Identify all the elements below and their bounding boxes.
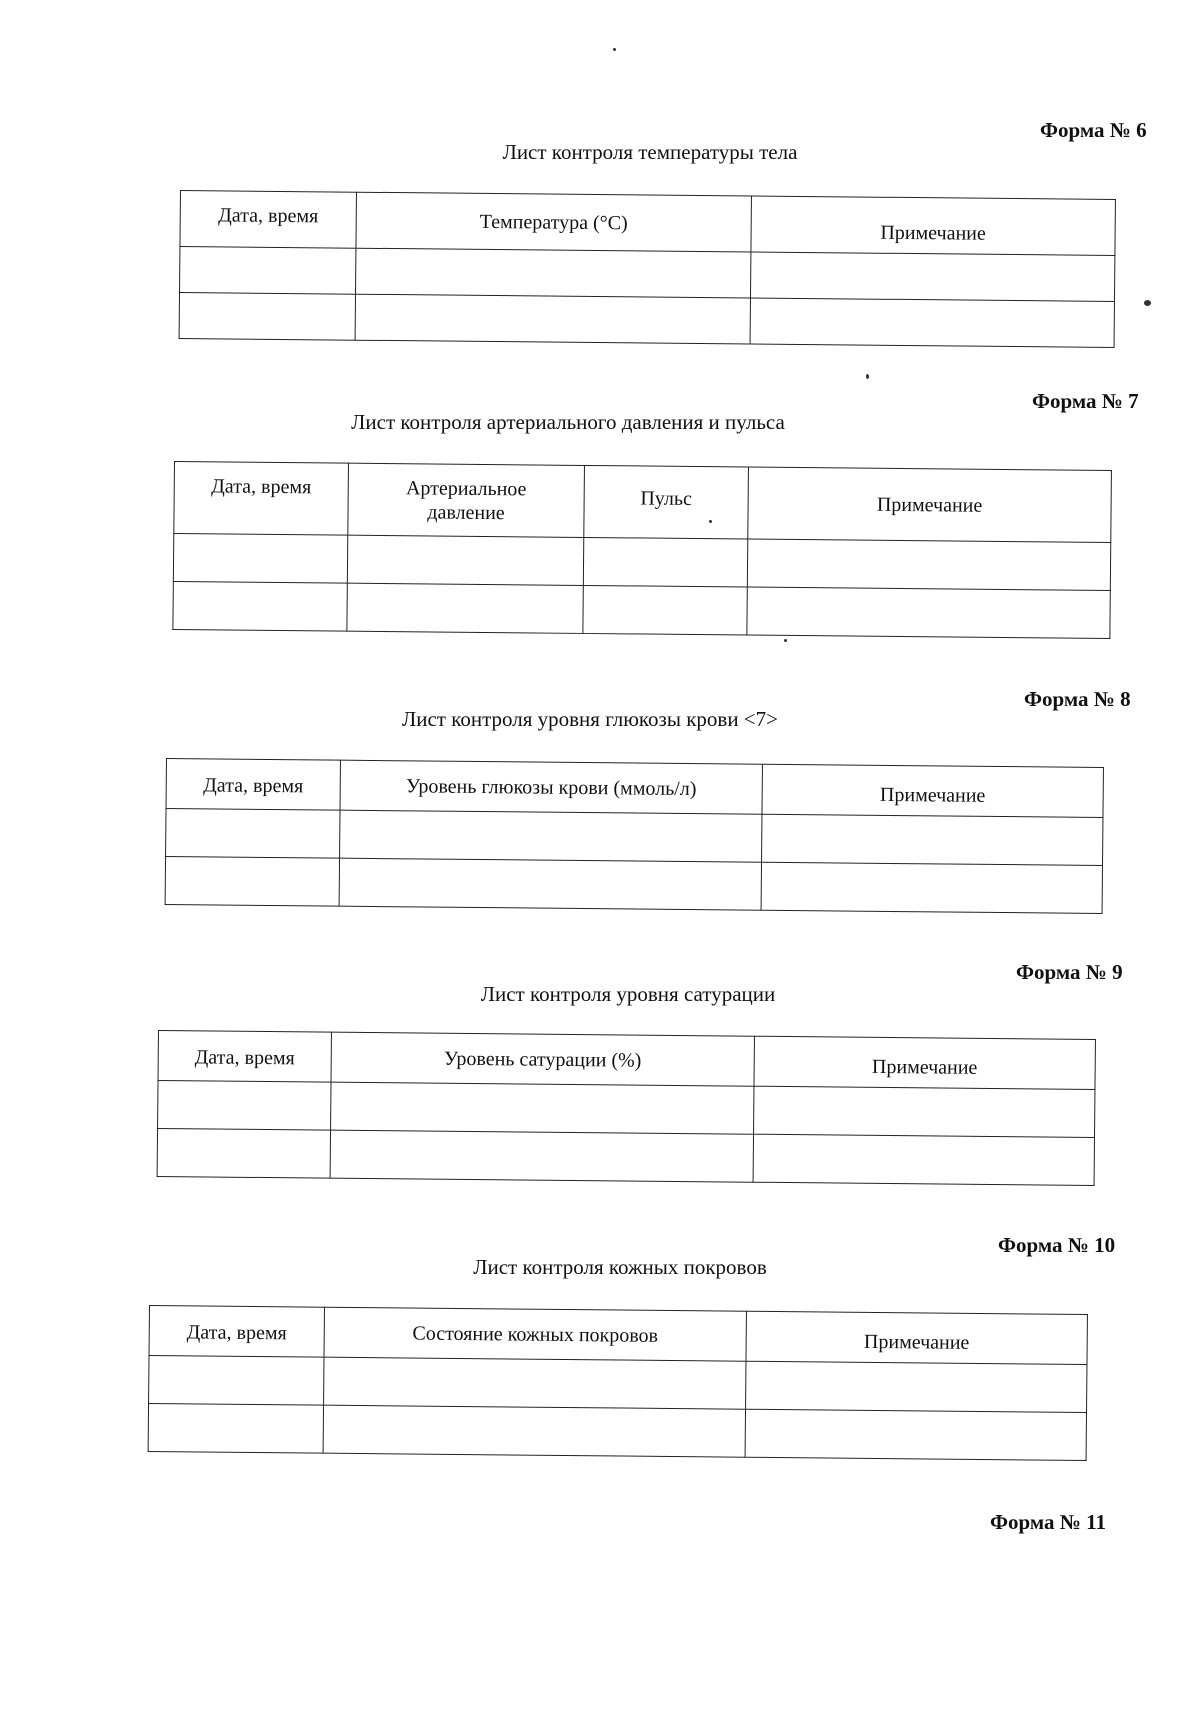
table-cell[interactable]	[754, 1086, 1095, 1137]
saturation-table	[157, 1030, 1096, 1186]
form-number-7: Форма № 7	[1032, 389, 1139, 413]
form-title-saturation: Лист контроля уровня сатурации	[480, 982, 776, 1006]
table-row	[179, 293, 1114, 348]
table-cell[interactable]	[747, 539, 1110, 590]
column-header-datetime: Дата, время	[174, 462, 349, 536]
table-cell[interactable]	[148, 1404, 323, 1454]
table-cell[interactable]	[746, 1361, 1087, 1412]
glucose-table	[165, 758, 1104, 914]
table-cell[interactable]	[583, 537, 747, 587]
form-number-8: Форма № 8	[1024, 687, 1131, 711]
column-header-glucose: Уровень глюкозы крови (ммоль/л)	[340, 760, 762, 814]
table-row	[157, 1129, 1094, 1186]
table-cell[interactable]	[355, 294, 750, 344]
table-cell[interactable]	[173, 581, 347, 631]
table-cell[interactable]	[324, 1357, 746, 1409]
blood-pressure-table	[172, 461, 1112, 639]
column-header-note: Примечание	[746, 1311, 1087, 1364]
table-cell[interactable]	[356, 248, 751, 298]
column-header-note: Примечание	[748, 467, 1112, 542]
table-cell[interactable]	[753, 1134, 1094, 1185]
table-cell[interactable]	[762, 814, 1103, 865]
table-cell[interactable]	[745, 1409, 1086, 1460]
table-cell[interactable]	[173, 534, 347, 584]
column-header-temperature: Температура (°C)	[356, 192, 752, 252]
form-number-9: Форма № 9	[1016, 960, 1123, 984]
table-cell[interactable]	[339, 858, 761, 910]
table-cell[interactable]	[340, 810, 762, 862]
column-header-saturation: Уровень сатурации (%)	[331, 1032, 754, 1086]
table-cell[interactable]	[180, 247, 356, 295]
form-number-6: Форма № 6	[1040, 118, 1147, 142]
column-header-note: Примечание	[751, 196, 1116, 255]
column-header-pulse: Пульс	[584, 465, 749, 539]
column-header-note: Примечание	[762, 764, 1103, 817]
table-cell[interactable]	[165, 857, 339, 907]
table-cell[interactable]	[323, 1405, 745, 1457]
scan-speck	[709, 520, 712, 523]
table-cell[interactable]	[330, 1130, 753, 1182]
table-cell[interactable]	[166, 809, 340, 859]
scan-speck	[613, 48, 616, 51]
table-cell[interactable]	[331, 1082, 754, 1134]
form-title-blood-pressure: Лист контроля артериального давления и пульса	[351, 410, 785, 434]
table-cell[interactable]	[747, 587, 1110, 638]
column-header-datetime: Дата, время	[166, 759, 340, 811]
form-title-temperature: Лист контроля температуры тела	[502, 140, 798, 164]
form-number-10: Форма № 10	[998, 1233, 1116, 1257]
column-header-datetime: Дата, время	[180, 191, 357, 249]
scan-speck	[866, 374, 869, 379]
form-title-skin: Лист контроля кожных покровов	[473, 1255, 767, 1279]
table-cell[interactable]	[149, 1356, 324, 1406]
column-header-note: Примечание	[754, 1036, 1095, 1089]
table-row	[173, 581, 1110, 638]
table-row	[148, 1404, 1086, 1461]
table-row	[165, 857, 1102, 914]
table-cell[interactable]	[347, 535, 583, 585]
form-number-11: Форма № 11	[990, 1510, 1107, 1534]
table-cell[interactable]	[158, 1081, 331, 1131]
column-header-skin-condition: Состояние кожных покровов	[324, 1307, 746, 1361]
temperature-table	[179, 190, 1116, 348]
form-title-glucose: Лист контроля уровня глюкозы крови <7>	[401, 707, 778, 731]
scan-speck	[1144, 300, 1151, 306]
column-header-datetime: Дата, время	[158, 1031, 331, 1083]
column-header-datetime: Дата, время	[149, 1306, 324, 1358]
table-cell[interactable]	[157, 1129, 330, 1179]
scan-speck	[784, 639, 787, 642]
skin-table	[148, 1305, 1088, 1461]
table-cell[interactable]	[750, 298, 1114, 347]
table-cell[interactable]	[347, 583, 583, 633]
table-cell[interactable]	[761, 862, 1102, 913]
column-header-blood-pressure: Артериальное давление	[348, 463, 585, 537]
table-cell[interactable]	[179, 293, 355, 341]
table-cell[interactable]	[583, 585, 747, 635]
table-cell[interactable]	[750, 252, 1114, 301]
